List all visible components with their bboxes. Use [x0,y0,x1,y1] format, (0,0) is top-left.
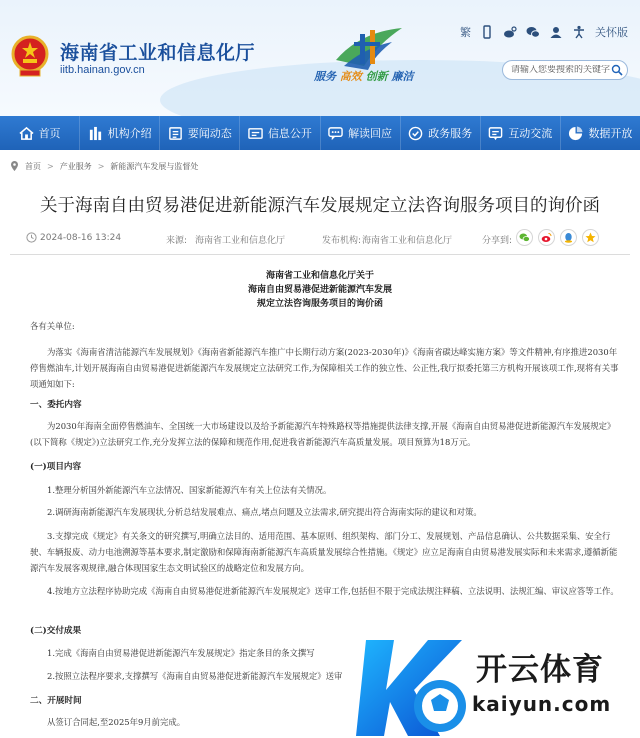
site-domain: iitb.hainan.gov.cn [60,64,145,76]
wechat-icon[interactable] [526,25,540,39]
service-icon [408,126,423,141]
breadcrumb-department[interactable]: 新能源汽车发展与监督处 [110,161,199,171]
accessibility-icon[interactable] [572,25,586,39]
nav-item-interaction[interactable] [481,116,561,150]
section-paragraph: 从签订合同起,至2025年9月前完成。 [47,717,186,727]
list-item: 3.支撑完成《规定》有关条文的研究撰写,明确立法目的、适用范围、基本原则、组织架构、部门分工、发展规划、产品信息确认、公共数据采集、安全行驶、车辆报废、动力电池溯源等基本要求,制定激励和保障海南新能源汽车高质量发展综合性措施。《规定》应立足海南自由贸易港发展实际和未来需求,遵循新能源汽车发展客观规律,融合体现国家生态文明试验区的战略定位和发展方向。 [30,531,618,573]
search-icon[interactable] [611,64,623,76]
list-item: 1.完成《海南自由贸易港促进新能源汽车发展规定》指定条目的条文撰写 [47,648,315,658]
nav-item-institution[interactable] [80,116,160,150]
doc-heading-line: 海南省工业和信息化厅关于 [265,271,374,281]
section-paragraph: 为2030年海南全面停售燃油车、全国统一大市场建设以及给予新能源汽车特殊路权等措施提供法律支撑,开展《海南自由贸易港促进新能源汽车发展规定》(以下简称《规定》)立法研究工作,充分发挥立法的保障和规范作用,促进我省新能源汽车高质量发展。项目预算为18万元。 [30,421,616,447]
section-heading: 一、委托内容 [30,400,82,410]
breadcrumb-industry[interactable]: 产业服务 [59,161,92,171]
home-icon [19,126,34,141]
search-input[interactable] [511,65,611,75]
location-pin-icon [10,161,19,171]
weibo-icon[interactable] [503,25,517,39]
interaction-icon [488,126,503,141]
wechat-icon [519,232,530,243]
qzone-icon [585,232,596,243]
site-name[interactable]: 海南省工业和信息化厅 [60,42,256,64]
doc-heading-line: 海南自由贸易港促进新能源汽车发展 [247,285,392,295]
nav-item-disclosure[interactable] [240,116,320,150]
subsection-heading: (一)项目内容 [30,462,82,472]
national-emblem-icon [10,34,50,78]
nav-label: 信息公开 [267,127,312,140]
nav-item-interpretation[interactable] [321,116,401,150]
chat-icon [328,126,343,141]
share-qzone-button[interactable] [582,229,599,246]
nav-label: 解读回应 [348,127,393,140]
building-icon [88,126,103,141]
traditional-chinese-toggle[interactable]: 繁 [460,26,471,39]
share-buttons [516,229,599,246]
list-item: 1.整理分析国外新能源汽车立法情况、国家新能源汽车有关上位法有关情况。 [47,485,332,495]
watermark-url: kaiyun.com [472,692,612,716]
clock-icon [26,232,37,243]
breadcrumb-home[interactable]: 首页 [25,161,41,171]
source-value: 海南省工业和信息化厅 [195,236,286,246]
slogan-word-integrity: 廉洁 [391,70,414,83]
article-title: 关于海南自由贸易港促进新能源汽车发展规定立法咨询服务项目的询价函 [40,196,600,216]
salutation: 各有关单位: [30,321,75,331]
publisher-label: 发布机构: [322,236,362,246]
qq-icon [563,232,574,243]
nav-label: 要闻动态 [187,127,232,140]
nav-item-services[interactable] [401,116,481,150]
list-item: 4.按地方立法程序协助完成《海南自由贸易港促进新能源汽车发展规定》送审工作,包括但不限于完成法规注释稿、立法说明、法规汇编、审议应答等工作。 [47,586,619,596]
nav-item-open-data[interactable] [561,116,640,150]
site-search [502,60,628,80]
list-item: 2.调研海南新能源汽车发展现状,分析总结发展难点、痛点,堵点问题及立法需求,研究提出符合海南实际的建议和对策。 [47,507,482,517]
news-icon [168,126,183,141]
share-weibo-button[interactable] [538,229,555,246]
header-tools [460,24,628,40]
nav-label: 政务服务 [428,127,473,140]
article-meta [0,226,640,250]
user-icon[interactable] [549,25,563,39]
nav-label: 互动交流 [508,127,553,140]
section-heading: 二、开展时间 [30,696,82,706]
mobile-icon[interactable] [480,25,494,39]
breadcrumb-separator: > [97,161,105,171]
share-qq-button[interactable] [560,229,577,246]
watermark-brand: 开云体育 [476,652,604,688]
site-header [0,0,640,116]
weibo-icon [541,232,552,243]
nav-label: 机构介绍 [107,127,152,140]
doc-heading-line: 规定立法咨询服务项目的询价函 [256,299,383,309]
slogan-word-service: 服务 [314,70,336,83]
nav-item-news[interactable] [160,116,240,150]
title-divider [10,254,630,255]
share-wechat-button[interactable] [516,229,533,246]
publisher-value: 海南省工业和信息化厅 [362,236,453,246]
main-nav [0,116,640,150]
breadcrumb-separator: > [47,161,54,171]
document-icon [248,126,263,141]
source-label: 来源: [166,236,188,246]
slogan [314,68,414,84]
subsection-heading: (二)交付成果 [30,626,82,636]
breadcrumb [10,160,198,172]
list-item: 2.按照立法程序要求,支撑撰写《海南自由贸易港促进新能源汽车发展规定》送审 [47,671,343,681]
care-version-link[interactable]: 关怀版 [595,26,628,39]
nav-item-home[interactable] [0,116,80,150]
nav-label: 首页 [38,127,61,140]
share-label: 分享到: [482,236,513,246]
slogan-word-innovation: 创新 [365,70,388,83]
nav-label: 数据开放 [588,127,633,140]
slogan-word-efficient: 高效 [339,70,362,83]
intro-paragraph: 为落实《海南省清洁能源汽车发展规划》《海南省新能源汽车推广中长期行动方案(2023-2030年)》《海南省碳达峰实施方案》等文件精神,有序推进2030年停售燃油车,计划开展海南自由贸易港促进新能源汽车发展规定立法研究工作,为保障相关工作的独立性、公正性,我厅拟委托第三方机构开展该项工作,现将有关事项通知如下: [30,347,619,389]
data-icon [568,126,583,141]
publish-date: 2024-08-16 13:24 [40,233,122,243]
